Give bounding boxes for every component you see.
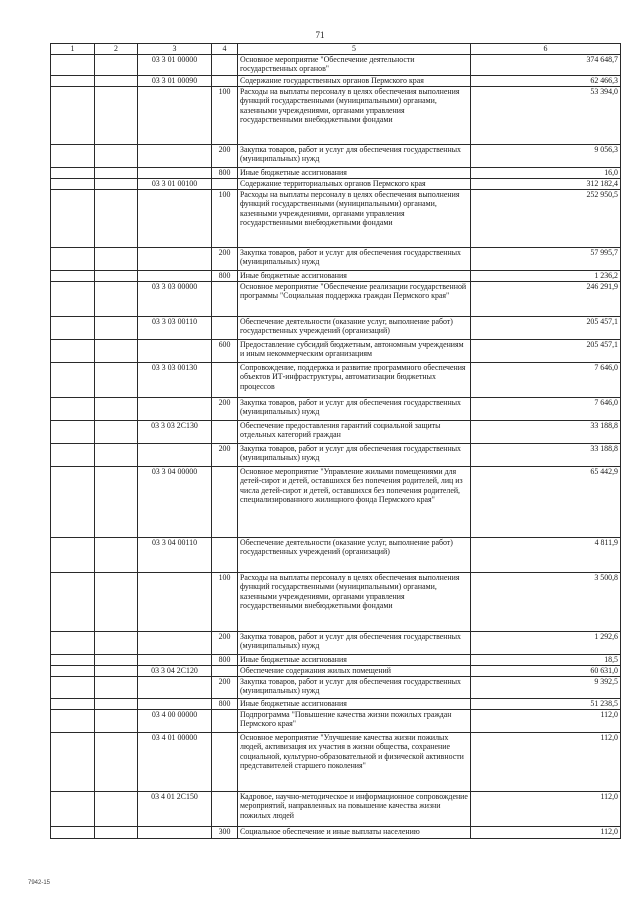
cell-expense-type xyxy=(212,179,238,190)
cell-col-2 xyxy=(95,145,138,168)
cell-col-1 xyxy=(51,145,95,168)
cell-expense-type: 200 xyxy=(212,444,238,467)
cell-col-1 xyxy=(51,248,95,271)
cell-col-2 xyxy=(95,792,138,827)
cell-code xyxy=(138,573,212,632)
cell-expense-type: 100 xyxy=(212,573,238,632)
table-row xyxy=(51,282,621,317)
cell-col-1 xyxy=(51,710,95,733)
cell-code: 03 3 04 2С120 xyxy=(138,666,212,677)
table-row xyxy=(51,179,621,190)
page-number: 71 xyxy=(315,30,325,40)
footer-code: 7942-15 xyxy=(28,880,51,886)
cell-name: Предоставление субсидий бюджетным, автономным учреждениям и иным некоммерческим организациям xyxy=(238,340,471,363)
table-row xyxy=(51,271,621,282)
cell-col-2 xyxy=(95,444,138,467)
table-row xyxy=(51,87,621,145)
cell-code: 03 3 03 00000 xyxy=(138,282,212,317)
table-row xyxy=(51,792,621,827)
cell-code xyxy=(138,168,212,179)
cell-expense-type: 600 xyxy=(212,340,238,363)
table-row xyxy=(51,467,621,538)
cell-name: Обеспечение деятельности (оказание услуг, выполнение работ) государственных учреждений (организаций) xyxy=(238,538,471,573)
cell-code xyxy=(138,632,212,655)
table-row xyxy=(51,76,621,87)
table-row xyxy=(51,677,621,699)
cell-code: 03 3 03 00110 xyxy=(138,317,212,340)
cell-col-2 xyxy=(95,699,138,710)
cell-col-2 xyxy=(95,398,138,421)
cell-col-1 xyxy=(51,340,95,363)
cell-col-1 xyxy=(51,87,95,145)
cell-code: 03 3 04 00000 xyxy=(138,467,212,538)
cell-col-2 xyxy=(95,340,138,363)
cell-code xyxy=(138,340,212,363)
cell-col-1 xyxy=(51,76,95,87)
cell-expense-type: 100 xyxy=(212,190,238,248)
cell-amount: 9 392,5 xyxy=(471,677,621,699)
table-row xyxy=(51,655,621,666)
cell-name: Содержание государственных органов Пермского края xyxy=(238,76,471,87)
cell-amount: 312 182,4 xyxy=(471,179,621,190)
cell-amount: 246 291,9 xyxy=(471,282,621,317)
cell-col-1 xyxy=(51,655,95,666)
table-row xyxy=(51,340,621,363)
cell-amount: 65 442,9 xyxy=(471,467,621,538)
cell-name: Основное мероприятие "Управление жилыми помещениями для детей-сирот и детей, оставшихся без попечения родителей, лиц из числа детей-сирот и детей, оставшихся без попечения родителей, специализированного жилищного фонда Пермского края" xyxy=(238,467,471,538)
cell-name: Расходы на выплаты персоналу в целях обеспечения выполнения функций государственными (муниципальными) органами, казенными учреждениями, органами управления государственными внебюджетными фондами xyxy=(238,573,471,632)
cell-code xyxy=(138,677,212,699)
cell-name: Иные бюджетные ассигнования xyxy=(238,655,471,666)
table-row xyxy=(51,190,621,248)
cell-code: 03 4 01 00000 xyxy=(138,733,212,792)
cell-code xyxy=(138,145,212,168)
cell-amount: 7 646,0 xyxy=(471,363,621,398)
cell-col-2 xyxy=(95,710,138,733)
table-row xyxy=(51,145,621,168)
cell-col-1 xyxy=(51,398,95,421)
cell-code xyxy=(138,827,212,839)
cell-expense-type: 800 xyxy=(212,699,238,710)
cell-amount: 33 188,8 xyxy=(471,444,621,467)
cell-col-1 xyxy=(51,666,95,677)
cell-code: 03 4 00 00000 xyxy=(138,710,212,733)
cell-col-1 xyxy=(51,699,95,710)
cell-expense-type: 800 xyxy=(212,655,238,666)
cell-amount: 252 950,5 xyxy=(471,190,621,248)
cell-col-1 xyxy=(51,179,95,190)
table-row xyxy=(51,573,621,632)
cell-col-2 xyxy=(95,76,138,87)
cell-col-1 xyxy=(51,677,95,699)
table-row xyxy=(51,398,621,421)
cell-code xyxy=(138,248,212,271)
table-row xyxy=(51,538,621,573)
cell-name: Иные бюджетные ассигнования xyxy=(238,168,471,179)
cell-name: Закупка товаров, работ и услуг для обеспечения государственных (муниципальных) нужд xyxy=(238,398,471,421)
cell-expense-type: 800 xyxy=(212,168,238,179)
cell-expense-type: 300 xyxy=(212,827,238,839)
cell-name: Сопровождение, поддержка и развитие программного обеспечения объектов ИТ-инфраструктуры, автоматизации бюджетных процессов xyxy=(238,363,471,398)
cell-expense-type xyxy=(212,467,238,538)
cell-name: Кадровое, научно-методическое и информационное сопровождение мероприятий, направленных на повышение качества жизни пожилых людей xyxy=(238,792,471,827)
cell-amount: 374 648,7 xyxy=(471,55,621,76)
cell-col-1 xyxy=(51,282,95,317)
cell-code: 03 3 03 00130 xyxy=(138,363,212,398)
cell-name: Обеспечение предоставления гарантий социальной защиты отдельных категорий граждан xyxy=(238,421,471,444)
column-header-6: 6 xyxy=(471,44,621,55)
table-row xyxy=(51,710,621,733)
cell-name: Закупка товаров, работ и услуг для обеспечения государственных (муниципальных) нужд xyxy=(238,444,471,467)
cell-code xyxy=(138,87,212,145)
cell-name: Основное мероприятие "Обеспечение реализации государственной программы "Социальная поддержка граждан Пермского края" xyxy=(238,282,471,317)
cell-code: 03 3 01 00000 xyxy=(138,55,212,76)
cell-amount: 3 500,8 xyxy=(471,573,621,632)
cell-col-2 xyxy=(95,168,138,179)
table-body xyxy=(51,55,621,839)
table-header xyxy=(51,44,621,55)
cell-col-1 xyxy=(51,168,95,179)
cell-name: Закупка товаров, работ и услуг для обеспечения государственных (муниципальных) нужд xyxy=(238,248,471,271)
cell-col-2 xyxy=(95,317,138,340)
cell-name: Основное мероприятие "Обеспечение деятельности государственных органов" xyxy=(238,55,471,76)
cell-col-2 xyxy=(95,179,138,190)
cell-col-2 xyxy=(95,677,138,699)
cell-col-2 xyxy=(95,271,138,282)
table-row xyxy=(51,699,621,710)
cell-col-1 xyxy=(51,55,95,76)
cell-amount: 33 188,8 xyxy=(471,421,621,444)
cell-name: Подпрограмма "Повышение качества жизни пожилых граждан Пермского края" xyxy=(238,710,471,733)
cell-name: Закупка товаров, работ и услуг для обеспечения государственных (муниципальных) нужд xyxy=(238,677,471,699)
table-row xyxy=(51,317,621,340)
cell-amount: 4 811,9 xyxy=(471,538,621,573)
cell-name: Иные бюджетные ассигнования xyxy=(238,699,471,710)
cell-code xyxy=(138,655,212,666)
cell-col-1 xyxy=(51,538,95,573)
cell-name: Расходы на выплаты персоналу в целях обеспечения выполнения функций государственными (муниципальными) органами, казенными учреждениями, органами управления государственными внебюджетными фондами xyxy=(238,190,471,248)
cell-expense-type xyxy=(212,733,238,792)
cell-expense-type xyxy=(212,282,238,317)
cell-amount: 53 394,0 xyxy=(471,87,621,145)
cell-col-2 xyxy=(95,248,138,271)
table-row xyxy=(51,632,621,655)
cell-col-1 xyxy=(51,190,95,248)
cell-col-2 xyxy=(95,467,138,538)
cell-expense-type: 200 xyxy=(212,677,238,699)
cell-amount: 1 292,6 xyxy=(471,632,621,655)
cell-col-1 xyxy=(51,271,95,282)
cell-amount: 112,0 xyxy=(471,710,621,733)
cell-amount: 16,0 xyxy=(471,168,621,179)
cell-col-2 xyxy=(95,421,138,444)
table-row xyxy=(51,55,621,76)
cell-amount: 62 466,3 xyxy=(471,76,621,87)
cell-col-2 xyxy=(95,87,138,145)
cell-amount: 9 056,3 xyxy=(471,145,621,168)
cell-code: 03 3 01 00090 xyxy=(138,76,212,87)
cell-col-1 xyxy=(51,792,95,827)
cell-col-1 xyxy=(51,733,95,792)
cell-expense-type: 800 xyxy=(212,271,238,282)
cell-code xyxy=(138,699,212,710)
column-header-2: 2 xyxy=(95,44,138,55)
cell-amount: 57 995,7 xyxy=(471,248,621,271)
cell-col-2 xyxy=(95,55,138,76)
cell-code xyxy=(138,444,212,467)
cell-amount: 7 646,0 xyxy=(471,398,621,421)
cell-amount: 205 457,1 xyxy=(471,340,621,363)
cell-name: Основное мероприятие "Улучшение качества жизни пожилых людей, активизация их участия в жизни общества, сохранение социальной, культурно-образовательной и физической активности представителей старшего поколения" xyxy=(238,733,471,792)
cell-col-1 xyxy=(51,317,95,340)
cell-expense-type: 200 xyxy=(212,398,238,421)
cell-expense-type xyxy=(212,363,238,398)
cell-expense-type xyxy=(212,538,238,573)
cell-code: 03 3 03 2С130 xyxy=(138,421,212,444)
cell-col-2 xyxy=(95,363,138,398)
cell-amount: 112,0 xyxy=(471,827,621,839)
cell-code: 03 3 04 00110 xyxy=(138,538,212,573)
table-row xyxy=(51,248,621,271)
cell-col-2 xyxy=(95,655,138,666)
cell-expense-type xyxy=(212,55,238,76)
cell-col-1 xyxy=(51,421,95,444)
cell-amount: 1 236,2 xyxy=(471,271,621,282)
cell-expense-type: 200 xyxy=(212,632,238,655)
cell-name: Обеспечение содержания жилых помещений xyxy=(238,666,471,677)
cell-expense-type: 200 xyxy=(212,248,238,271)
cell-expense-type: 200 xyxy=(212,145,238,168)
cell-col-1 xyxy=(51,467,95,538)
cell-expense-type: 100 xyxy=(212,87,238,145)
cell-col-2 xyxy=(95,827,138,839)
cell-name: Социальное обеспечение и иные выплаты населению xyxy=(238,827,471,839)
cell-col-1 xyxy=(51,444,95,467)
cell-code: 03 4 01 2С150 xyxy=(138,792,212,827)
cell-col-2 xyxy=(95,282,138,317)
cell-col-2 xyxy=(95,733,138,792)
table-row xyxy=(51,363,621,398)
cell-name: Содержание территориальных органов Пермского края xyxy=(238,179,471,190)
cell-expense-type xyxy=(212,792,238,827)
cell-name: Закупка товаров, работ и услуг для обеспечения государственных (муниципальных) нужд xyxy=(238,145,471,168)
cell-amount: 112,0 xyxy=(471,733,621,792)
cell-name: Расходы на выплаты персоналу в целях обеспечения выполнения функций государственными (муниципальными) органами, казенными учреждениями, органами управления государственными внебюджетными фондами xyxy=(238,87,471,145)
cell-amount: 205 457,1 xyxy=(471,317,621,340)
cell-col-1 xyxy=(51,363,95,398)
cell-expense-type xyxy=(212,317,238,340)
cell-name: Иные бюджетные ассигнования xyxy=(238,271,471,282)
cell-expense-type xyxy=(212,76,238,87)
table-row xyxy=(51,733,621,792)
cell-col-1 xyxy=(51,632,95,655)
cell-code xyxy=(138,271,212,282)
table-row xyxy=(51,827,621,839)
cell-code xyxy=(138,190,212,248)
cell-col-1 xyxy=(51,573,95,632)
cell-col-2 xyxy=(95,190,138,248)
cell-amount: 60 631,0 xyxy=(471,666,621,677)
cell-expense-type xyxy=(212,666,238,677)
cell-name: Обеспечение деятельности (оказание услуг, выполнение работ) государственных учреждений (организаций) xyxy=(238,317,471,340)
column-header-3: 3 xyxy=(138,44,212,55)
column-header-1: 1 xyxy=(51,44,95,55)
cell-amount: 112,0 xyxy=(471,792,621,827)
column-header-4: 4 xyxy=(212,44,238,55)
budget-table xyxy=(50,43,621,839)
cell-amount: 18,5 xyxy=(471,655,621,666)
table-row xyxy=(51,168,621,179)
cell-col-2 xyxy=(95,538,138,573)
table-row xyxy=(51,421,621,444)
table-row xyxy=(51,666,621,677)
cell-code: 03 3 01 00100 xyxy=(138,179,212,190)
cell-col-2 xyxy=(95,632,138,655)
table-row xyxy=(51,444,621,467)
cell-code xyxy=(138,398,212,421)
cell-col-1 xyxy=(51,827,95,839)
cell-expense-type xyxy=(212,710,238,733)
cell-name: Закупка товаров, работ и услуг для обеспечения государственных (муниципальных) нужд xyxy=(238,632,471,655)
cell-col-2 xyxy=(95,573,138,632)
column-header-5: 5 xyxy=(238,44,471,55)
cell-expense-type xyxy=(212,421,238,444)
cell-col-2 xyxy=(95,666,138,677)
cell-amount: 51 238,5 xyxy=(471,699,621,710)
